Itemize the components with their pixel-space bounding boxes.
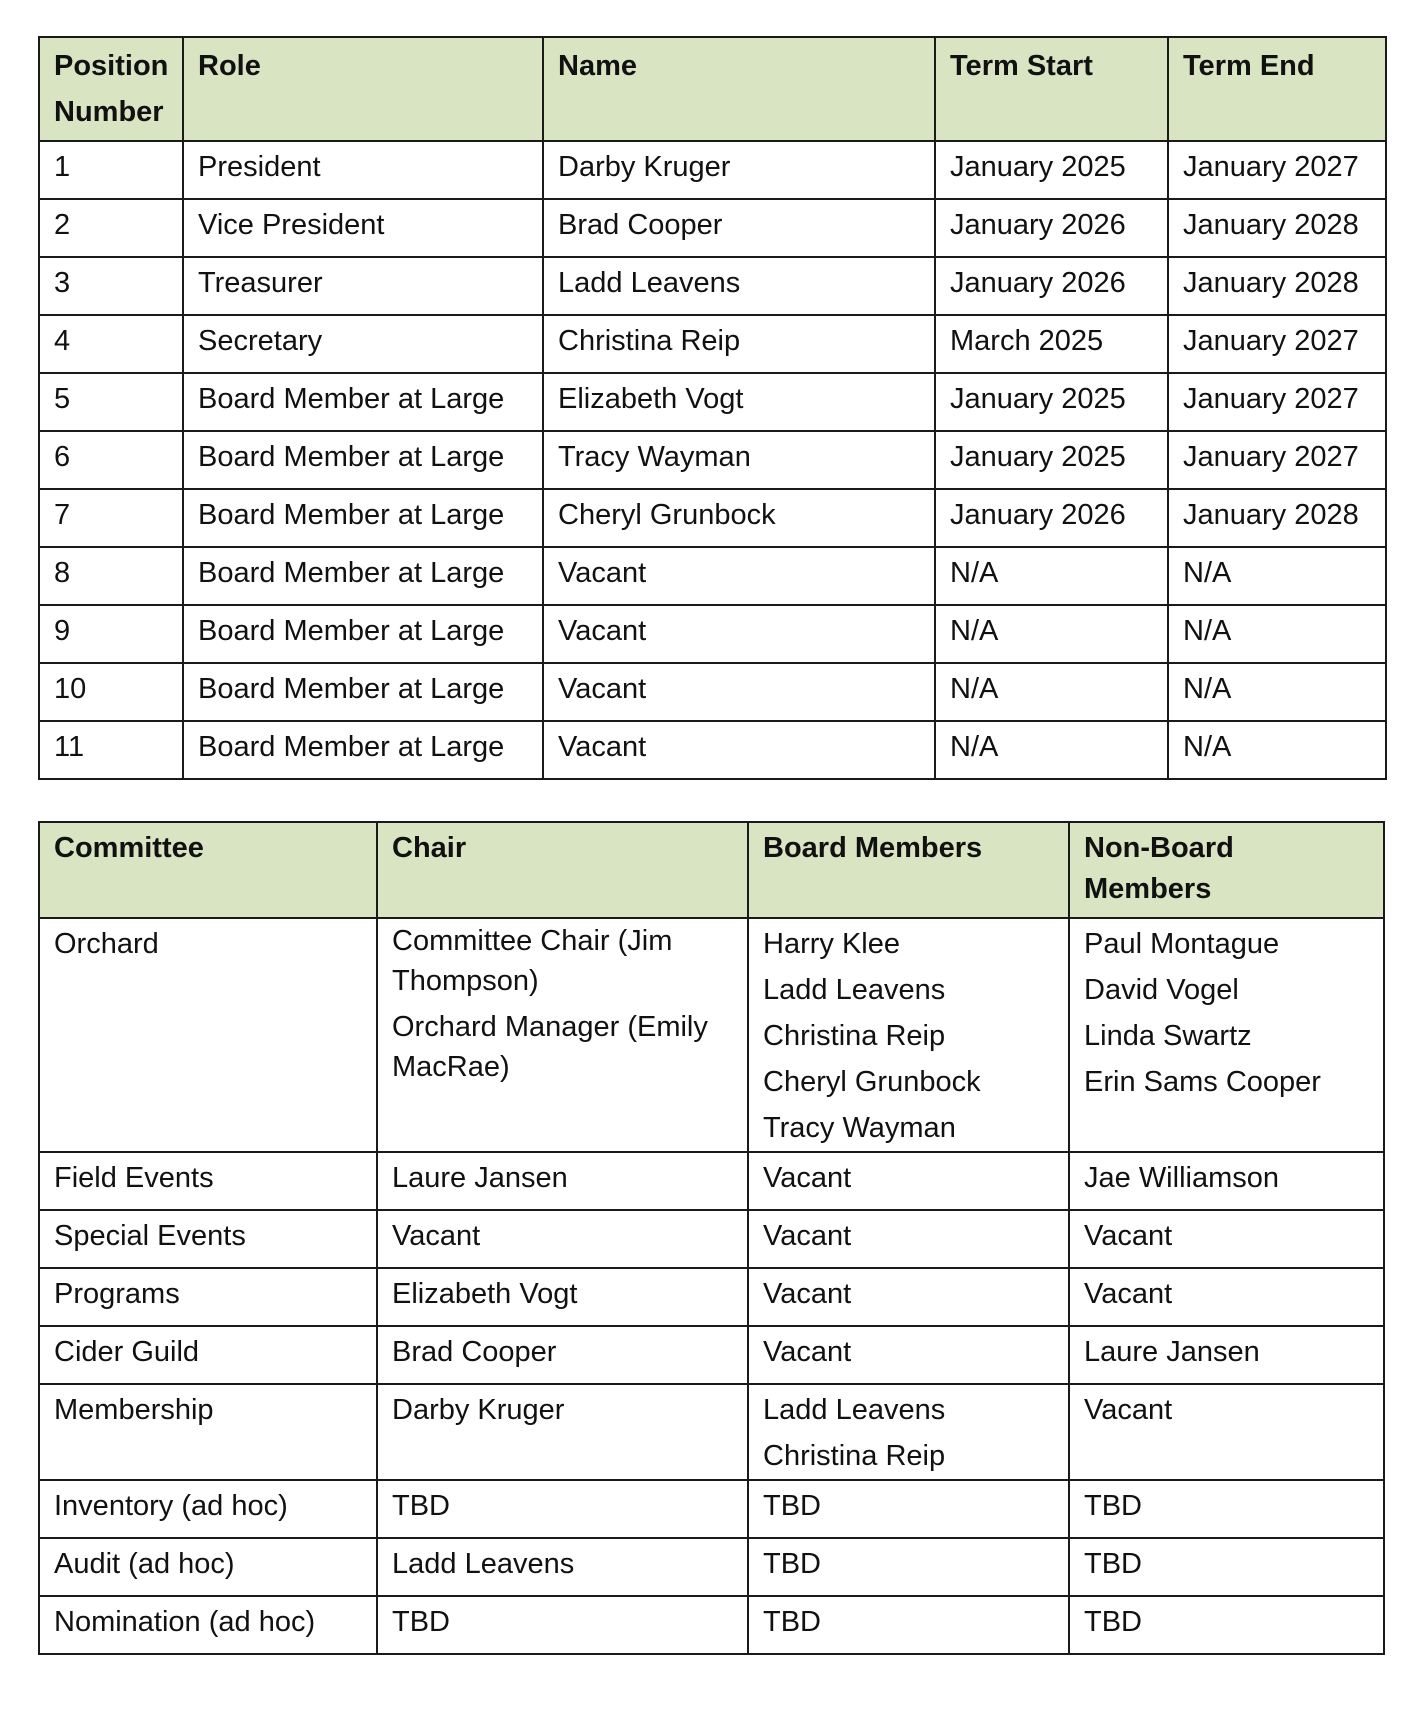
cell-line: Ladd Leavens — [763, 974, 946, 1006]
cell-line: Paul Montague — [1084, 928, 1280, 960]
cell-line: Tracy Wayman — [763, 1112, 956, 1144]
table-row — [39, 663, 1386, 721]
cell-role: Board Member at Large — [183, 547, 543, 605]
cell-chair — [377, 918, 748, 1152]
table-row — [39, 199, 1386, 257]
header-chair: Chair — [377, 822, 748, 918]
cell-non-board-members — [1069, 1210, 1384, 1268]
cell-line: Vacant — [763, 1220, 852, 1252]
cell-name: Brad Cooper — [543, 199, 935, 257]
cell-chair — [377, 1596, 748, 1654]
cell-line: TBD — [763, 1606, 821, 1638]
cell-term-start: March 2025 — [935, 315, 1168, 373]
table-row — [39, 1538, 1384, 1596]
cell-position-number: 2 — [39, 199, 183, 257]
cell-line: Brad Cooper — [392, 1336, 557, 1368]
cell-line: Darby Kruger — [392, 1394, 565, 1426]
cell-name: Cheryl Grunbock — [543, 489, 935, 547]
header-non-board-members: Non-Board Members — [1069, 822, 1384, 918]
table-row — [39, 489, 1386, 547]
cell-chair — [377, 1480, 748, 1538]
cell-term-start: January 2026 — [935, 199, 1168, 257]
cell-committee: Audit (ad hoc) — [39, 1538, 377, 1596]
cell-non-board-members — [1069, 1596, 1384, 1654]
cell-non-board-members — [1069, 1152, 1384, 1210]
cell-chair — [377, 1538, 748, 1596]
cell-term-start: January 2025 — [935, 373, 1168, 431]
cell-term-end: N/A — [1168, 547, 1386, 605]
header-committee: Committee — [39, 822, 377, 918]
cell-position-number: 7 — [39, 489, 183, 547]
cell-committee: Membership — [39, 1384, 377, 1480]
cell-line: Vacant — [763, 1162, 852, 1194]
cell-non-board-members — [1069, 1384, 1384, 1480]
cell-line: Christina Reip — [763, 1440, 946, 1472]
cell-line: TBD — [1084, 1490, 1142, 1522]
cell-non-board-members — [1069, 1480, 1384, 1538]
cell-role: Board Member at Large — [183, 721, 543, 779]
cell-non-board-members — [1069, 1538, 1384, 1596]
table-row — [39, 605, 1386, 663]
cell-name: Vacant — [543, 605, 935, 663]
cell-position-number: 3 — [39, 257, 183, 315]
cell-line: Erin Sams Cooper — [1084, 1066, 1321, 1098]
cell-name: Vacant — [543, 663, 935, 721]
cell-non-board-members — [1069, 1326, 1384, 1384]
cell-line: TBD — [392, 1606, 450, 1638]
cell-line: David Vogel — [1084, 974, 1239, 1006]
cell-position-number: 5 — [39, 373, 183, 431]
table-row — [39, 315, 1386, 373]
cell-term-start: January 2025 — [935, 141, 1168, 199]
cell-name: Tracy Wayman — [543, 431, 935, 489]
cell-board-members — [748, 1480, 1069, 1538]
cell-role: Vice President — [183, 199, 543, 257]
header-term-end: Term End — [1168, 37, 1386, 141]
table-header-row — [39, 822, 1384, 918]
header-name: Name — [543, 37, 935, 141]
cell-chair — [377, 1210, 748, 1268]
cell-term-end: January 2028 — [1168, 199, 1386, 257]
cell-line: TBD — [763, 1490, 821, 1522]
cell-committee: Programs — [39, 1268, 377, 1326]
cell-line: TBD — [1084, 1606, 1142, 1638]
table-row — [39, 141, 1386, 199]
cell-term-end: January 2027 — [1168, 141, 1386, 199]
cell-line: Christina Reip — [763, 1020, 946, 1052]
cell-board-members — [748, 1152, 1069, 1210]
cell-non-board-members — [1069, 918, 1384, 1152]
table-header-row — [39, 37, 1386, 141]
cell-line: Vacant — [763, 1336, 852, 1368]
cell-role: Board Member at Large — [183, 663, 543, 721]
cell-chair — [377, 1326, 748, 1384]
cell-board-members — [748, 1210, 1069, 1268]
cell-chair — [377, 1384, 748, 1480]
cell-role: Board Member at Large — [183, 373, 543, 431]
table-row — [39, 1384, 1384, 1480]
cell-board-members — [748, 1596, 1069, 1654]
cell-line: Orchard Manager (Emily MacRae) — [392, 1011, 708, 1083]
header-role: Role — [183, 37, 543, 141]
cell-line: Vacant — [1084, 1278, 1173, 1310]
cell-term-start: January 2026 — [935, 489, 1168, 547]
cell-term-start: January 2026 — [935, 257, 1168, 315]
cell-term-start: January 2025 — [935, 431, 1168, 489]
cell-position-number: 9 — [39, 605, 183, 663]
cell-board-members — [748, 1538, 1069, 1596]
cell-position-number: 1 — [39, 141, 183, 199]
cell-role: Board Member at Large — [183, 605, 543, 663]
table-row — [39, 431, 1386, 489]
cell-line: Laure Jansen — [1084, 1336, 1260, 1368]
table-row — [39, 373, 1386, 431]
cell-term-end: January 2028 — [1168, 489, 1386, 547]
cell-non-board-members — [1069, 1268, 1384, 1326]
cell-position-number: 11 — [39, 721, 183, 779]
cell-name: Vacant — [543, 547, 935, 605]
table-row — [39, 1596, 1384, 1654]
table-row — [39, 257, 1386, 315]
cell-term-start: N/A — [935, 605, 1168, 663]
table-row — [39, 1326, 1384, 1384]
cell-committee: Nomination (ad hoc) — [39, 1596, 377, 1654]
cell-role: Board Member at Large — [183, 489, 543, 547]
cell-term-end: N/A — [1168, 605, 1386, 663]
cell-line: Ladd Leavens — [392, 1548, 575, 1580]
cell-name: Elizabeth Vogt — [543, 373, 935, 431]
header-board-members: Board Members — [748, 822, 1069, 918]
cell-line: Vacant — [1084, 1394, 1173, 1426]
cell-name: Darby Kruger — [543, 141, 935, 199]
cell-line: TBD — [392, 1490, 450, 1522]
cell-position-number: 4 — [39, 315, 183, 373]
cell-chair — [377, 1268, 748, 1326]
cell-line: Vacant — [1084, 1220, 1173, 1252]
cell-committee: Orchard — [39, 918, 377, 1152]
cell-line: TBD — [763, 1548, 821, 1580]
cell-line: Vacant — [763, 1278, 852, 1310]
cell-term-end: January 2027 — [1168, 431, 1386, 489]
cell-position-number: 6 — [39, 431, 183, 489]
cell-board-members — [748, 1268, 1069, 1326]
cell-line: Jae Williamson — [1084, 1162, 1279, 1194]
cell-line: Elizabeth Vogt — [392, 1278, 578, 1310]
header-position-number: Position Number — [39, 37, 183, 141]
cell-role: Treasurer — [183, 257, 543, 315]
cell-role: Board Member at Large — [183, 431, 543, 489]
cell-role: Secretary — [183, 315, 543, 373]
table-row — [39, 918, 1384, 1152]
cell-board-members — [748, 1326, 1069, 1384]
cell-position-number: 10 — [39, 663, 183, 721]
table-row — [39, 1210, 1384, 1268]
cell-name: Ladd Leavens — [543, 257, 935, 315]
cell-line: Cheryl Grunbock — [763, 1066, 981, 1098]
committees-table — [38, 821, 1385, 1655]
cell-name: Christina Reip — [543, 315, 935, 373]
cell-chair — [377, 1152, 748, 1210]
cell-line: Ladd Leavens — [763, 1394, 946, 1426]
cell-term-end: January 2027 — [1168, 373, 1386, 431]
cell-board-members — [748, 1384, 1069, 1480]
cell-role: President — [183, 141, 543, 199]
cell-term-start: N/A — [935, 663, 1168, 721]
table-row — [39, 547, 1386, 605]
cell-line: Committee Chair (Jim Thompson) — [392, 925, 673, 997]
cell-line: TBD — [1084, 1548, 1142, 1580]
cell-board-members — [748, 918, 1069, 1152]
cell-term-start: N/A — [935, 547, 1168, 605]
cell-term-end: January 2027 — [1168, 315, 1386, 373]
board-positions-table — [38, 36, 1387, 780]
cell-committee: Field Events — [39, 1152, 377, 1210]
cell-committee: Cider Guild — [39, 1326, 377, 1384]
cell-term-end: N/A — [1168, 721, 1386, 779]
table-row — [39, 1480, 1384, 1538]
cell-position-number: 8 — [39, 547, 183, 605]
cell-line: Harry Klee — [763, 928, 900, 960]
table-row — [39, 1152, 1384, 1210]
cell-term-end: N/A — [1168, 663, 1386, 721]
cell-line: Vacant — [392, 1220, 481, 1252]
cell-line: Laure Jansen — [392, 1162, 568, 1194]
table-row — [39, 721, 1386, 779]
header-term-start: Term Start — [935, 37, 1168, 141]
cell-name: Vacant — [543, 721, 935, 779]
cell-committee: Special Events — [39, 1210, 377, 1268]
cell-committee: Inventory (ad hoc) — [39, 1480, 377, 1538]
cell-term-start: N/A — [935, 721, 1168, 779]
cell-line: Linda Swartz — [1084, 1020, 1252, 1052]
cell-term-end: January 2028 — [1168, 257, 1386, 315]
table-row — [39, 1268, 1384, 1326]
